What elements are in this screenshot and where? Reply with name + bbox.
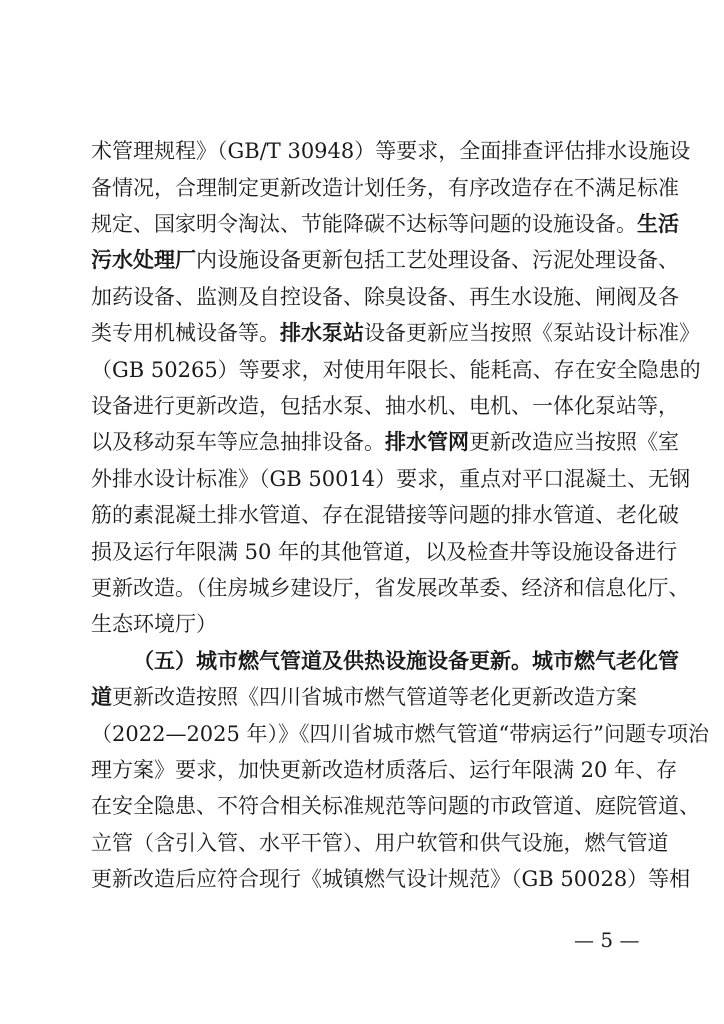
text-line: 设备进行更新改造，包括水泵、抽水机、电机、一体化泵站等，	[91, 394, 679, 418]
text-line: 加药设备、监测及自控设备、除臭设备、再生水设施、闸阀及各	[91, 285, 679, 309]
text-line: 道更新改造按照《四川省城市燃气管道等老化更新改造方案	[91, 685, 637, 709]
text-line: （GB 50265）等要求，对使用年限长、能耗高、存在安全隐患的	[91, 358, 701, 382]
bold-heading-pump-station: 排水泵站	[280, 321, 364, 345]
bold-heading-sewage-plant-cont: 污水处理厂	[91, 248, 196, 272]
text-line: （2022—2025 年）》《四川省城市燃气管道“带病运行”问题专项治	[91, 722, 710, 746]
text-line: 规定、国家明令淘汰、节能降碳不达标等问题的设施设备。生活	[91, 212, 679, 236]
bold-heading-pipe-network: 排水管网	[385, 430, 469, 454]
section-heading-five: （五）城市燃气管道及供热设施设备更新。城市燃气老化管	[133, 649, 679, 673]
text-line: 污水处理厂内设施设备更新包括工艺处理设备、污泥处理设备、	[91, 248, 679, 272]
text-line: 生态环境厅）	[91, 612, 217, 636]
text-line: 以及移动泵车等应急抽排设备。排水管网更新改造应当按照《室	[91, 430, 679, 454]
text-line: 类专用机械设备等。排水泵站设备更新应当按照《泵站设计标准》	[91, 321, 700, 345]
text-line: 更新改造。（住房城乡建设厅，省发展改革委、经济和信息化厅、	[91, 576, 690, 600]
text-line: 更新改造后应符合现行《城镇燃气设计规范》（GB 50028）等相	[91, 867, 691, 891]
bold-heading-sewage-plant: 生活	[637, 212, 679, 236]
text-line: 术管理规程》（GB/T 30948）等要求，全面排查评估排水设施设	[91, 139, 691, 163]
bold-heading-gas-pipe: 道	[91, 685, 112, 709]
text-line: 立管（含引入管、水平干管）、用户软管和供气设施，燃气管道	[91, 831, 669, 855]
text-line: 备情况，合理制定更新改造计划任务，有序改造存在不满足标准	[91, 176, 679, 200]
text-line: 理方案》要求，加快更新改造材质落后、运行年限满 20 年、存	[91, 758, 678, 782]
text-line: 筋的素混凝土排水管道、存在混错接等问题的排水管道、老化破	[91, 503, 679, 527]
page-number: — 5 —	[574, 928, 640, 952]
section-heading-line	[133, 646, 679, 677]
text-line: 外排水设计标准》（GB 50014）要求，重点对平口混凝土、无钢	[91, 467, 691, 491]
text-line: 在安全隐患、不符合相关标准规范等问题的市政管道、庭院管道、	[91, 794, 700, 818]
text-line: 损及运行年限满 50 年的其他管道，以及检查井等设施设备进行	[91, 540, 678, 564]
